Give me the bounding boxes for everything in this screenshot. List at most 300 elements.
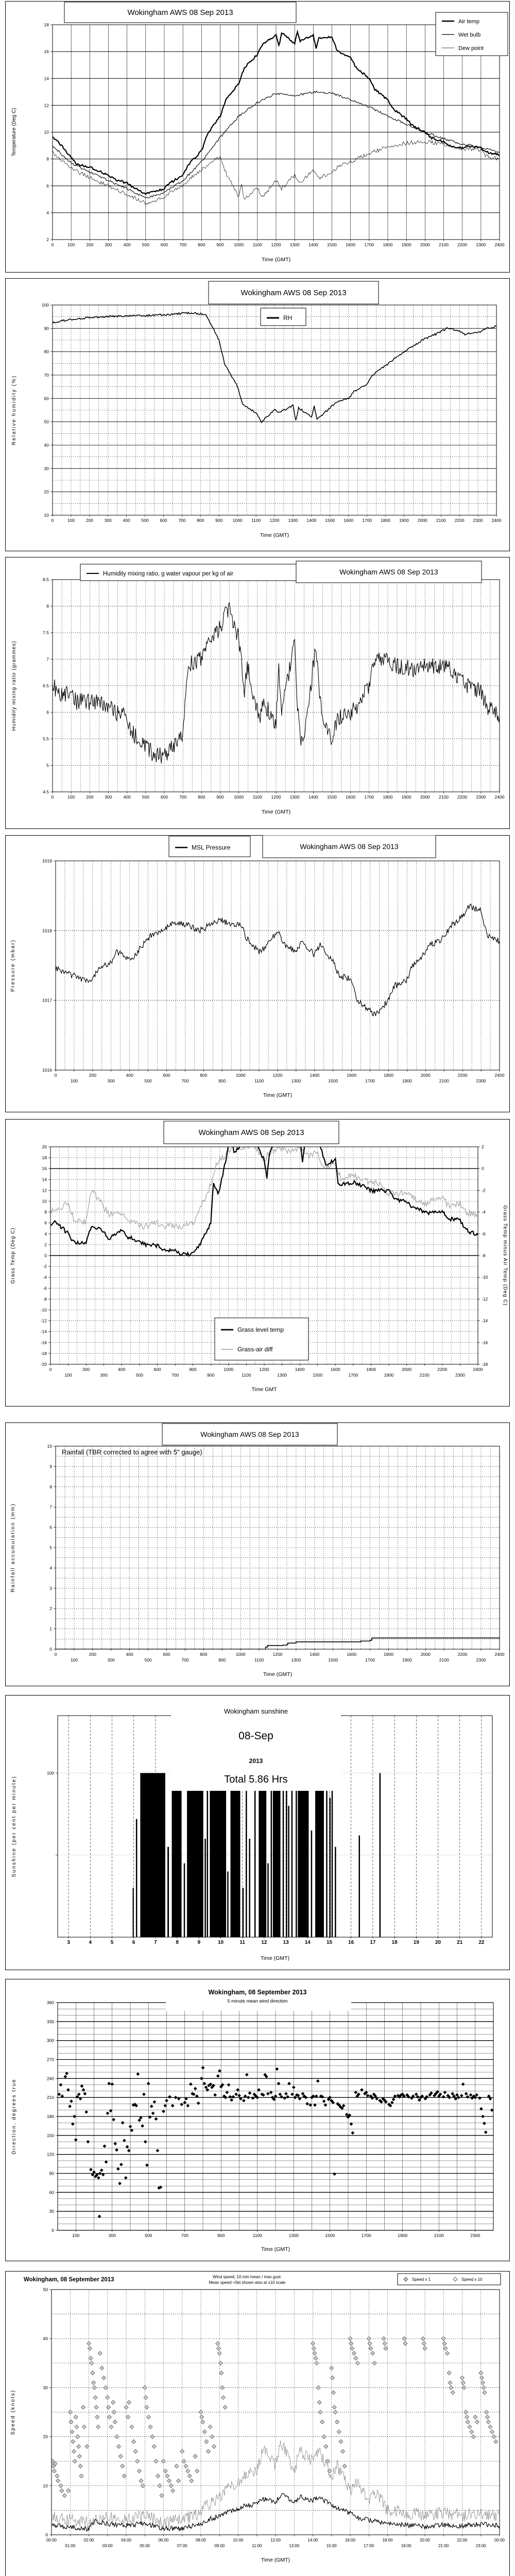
y-tick-label: -18	[40, 1350, 47, 1356]
legend-label: Speed x 10	[461, 2277, 483, 2282]
x-tick-label: 1000	[232, 518, 243, 523]
x-tick-label: 1500	[327, 242, 337, 247]
c7-svg	[5, 1695, 510, 1970]
x-tick-label: 04:00	[121, 2538, 132, 2543]
x-tick-label: 07:00	[177, 2544, 187, 2548]
x-tick-label: 1800	[383, 794, 393, 800]
x-tick-label: 2100	[439, 1657, 449, 1663]
y-tick-label: 2	[49, 1606, 52, 1612]
text-backdrop	[166, 1984, 351, 2011]
y-tick-label: -18	[482, 1362, 488, 1367]
c4-svg	[5, 835, 510, 1112]
x-tick-label: 1000	[234, 794, 244, 800]
y-tick-label: 1019	[42, 858, 52, 863]
x-tick-label: 500	[142, 242, 149, 247]
x-tick-label: 800	[198, 794, 205, 800]
chart-relative-humidity	[5, 278, 510, 554]
x-tick-label: 1100	[254, 1657, 264, 1663]
x-tick-label: 2400	[494, 242, 505, 247]
sunshine-bars	[330, 1798, 331, 1937]
sunshine-bars	[140, 1773, 165, 1937]
x-tick-label: 1900	[399, 518, 409, 523]
x-tick-label: 08:00	[195, 2538, 207, 2543]
x-tick-label: 1600	[347, 1073, 357, 1078]
x-tick-label: 600	[163, 1652, 170, 1657]
y-tick-label: 6	[46, 709, 49, 715]
x-tick-label: 1100	[254, 1078, 264, 1083]
x-tick-label: 2200	[457, 242, 468, 247]
x-tick-label: 700	[179, 794, 187, 800]
y-tick-label: 9	[49, 1464, 52, 1469]
chart-temperature-mount	[5, 1, 510, 275]
c5-y-axis-label-right: Grass Temp minus Air Temp (Deg C)	[502, 1205, 508, 1306]
y-tick-label: 210	[46, 2095, 54, 2100]
x-tick-label: 1900	[402, 1078, 412, 1083]
x-tick-label: 06:00	[158, 2538, 169, 2543]
sunshine-bars	[210, 1773, 226, 1937]
y-tick-label: -4	[43, 1275, 47, 1280]
y-tick-label: 0	[45, 2532, 48, 2537]
c4-y-axis-label: Pressure (mbar)	[10, 939, 16, 992]
x-tick-label: 03:00	[102, 2544, 113, 2548]
x-tick-label: 2400	[494, 1652, 505, 1657]
y-tick-label: -8	[482, 1253, 486, 1258]
y-tick-label: 5	[46, 762, 49, 768]
x-tick-label: 900	[216, 242, 224, 247]
x-tick-label: 1400	[295, 1367, 305, 1372]
x-tick-label: 22	[478, 1940, 485, 1945]
x-tick-label: 23:00	[475, 2544, 486, 2548]
y-tick-label: 16	[44, 49, 49, 55]
y-tick-label: 240	[46, 2076, 54, 2081]
y-tick-label: -12	[482, 1296, 488, 1302]
x-tick-label: 0	[54, 1652, 57, 1657]
c3-svg	[5, 557, 510, 829]
x-tick-label: 100	[72, 2233, 80, 2238]
chart-wind-speed-mount	[5, 2271, 510, 2576]
x-tick-label: 1300	[277, 1372, 287, 1378]
x-tick-label: 800	[200, 1073, 208, 1078]
x-tick-label: 1400	[308, 242, 318, 247]
y-tick-label: 4	[44, 1231, 47, 1236]
x-tick-label: 2300	[476, 794, 486, 800]
x-tick-label: 1700	[365, 1657, 375, 1663]
x-tick-label: 1800	[383, 242, 393, 247]
y-tick-label: 12	[42, 1188, 47, 1193]
chart-relative-humidity-mount	[5, 278, 510, 554]
y-tick-label: 10	[44, 129, 49, 135]
sunshine-bars	[296, 1773, 297, 1937]
x-tick-label: 500	[144, 1078, 152, 1083]
x-tick-label: 0	[51, 518, 54, 523]
y-tick-label: 100	[46, 1770, 54, 1776]
x-tick-label: 7	[154, 1940, 157, 1945]
legend-label: Humidity mixing ratio, g water vapour per kg of air	[103, 571, 234, 577]
x-tick-label: 1900	[401, 794, 411, 800]
c5-svg	[5, 1119, 510, 1406]
chart7-date: 08-Sep	[238, 1730, 273, 1742]
y-tick-label: 60	[44, 396, 49, 401]
x-tick-label: 1400	[306, 518, 317, 523]
x-tick-label: 500	[135, 1372, 144, 1378]
x-tick-label: 13:00	[289, 2544, 300, 2548]
chart7-title: Wokingham sunshine	[224, 1707, 288, 1715]
y-tick-label: 70	[44, 372, 49, 378]
chart-grass-temperature	[5, 1119, 510, 1409]
x-tick-label: 14	[304, 1940, 311, 1945]
x-tick-label: 1700	[365, 1078, 375, 1083]
x-tick-label: 400	[123, 242, 131, 247]
x-tick-label: 17:00	[364, 2544, 374, 2548]
sunshine-bars	[249, 1839, 250, 1937]
y-tick-label: 30	[49, 2209, 54, 2214]
y-tick-label: 10	[43, 2483, 48, 2488]
sunshine-bars	[335, 1847, 336, 1937]
y-tick-label: 50	[44, 419, 49, 425]
y-tick-label: 7	[49, 1504, 52, 1510]
x-tick-label: 8	[176, 1940, 179, 1945]
x-tick-label: 2000	[420, 242, 430, 247]
x-tick-label: 300	[105, 794, 112, 800]
c5-x-axis-label: Time GMT	[251, 1386, 277, 1393]
y-tick-label: 90	[44, 326, 49, 331]
x-tick-label: 1000	[224, 1367, 234, 1372]
x-tick-label: 1400	[308, 794, 318, 800]
x-tick-label: 21:00	[438, 2544, 449, 2548]
y-tick-label: -8	[43, 1296, 47, 1302]
y-tick-label: 0	[49, 1647, 52, 1652]
sunshine-bars	[311, 1831, 313, 1937]
x-tick-label: 1900	[398, 2233, 408, 2238]
y-tick-label: 10	[42, 1198, 47, 1204]
chart6-title: Wokingham AWS 08 Sep 2013	[200, 1430, 299, 1438]
x-tick-label: 700	[179, 242, 187, 247]
x-tick-label: 2200	[457, 794, 468, 800]
y-tick-label: 10	[47, 1444, 52, 1449]
chart-temperature	[5, 1, 510, 275]
x-tick-label: 3	[67, 1940, 70, 1945]
y-tick-label: 6	[49, 1524, 52, 1530]
x-tick-label: 1300	[291, 1657, 301, 1663]
x-tick-label: 2100	[439, 1078, 449, 1083]
y-tick-label: 8	[49, 1484, 52, 1489]
chart3-title: Wokingham AWS 08 Sep 2013	[339, 568, 438, 576]
sunshine-bars	[136, 1819, 138, 1937]
x-tick-label: 700	[181, 1657, 189, 1663]
x-tick-label: 01:00	[65, 2544, 76, 2548]
y-tick-label: 20	[43, 2434, 48, 2439]
x-tick-label: 11:00	[252, 2544, 262, 2548]
x-tick-label: 900	[207, 1372, 215, 1378]
sunshine-bars	[254, 1773, 256, 1937]
chart-wind-speed	[5, 2271, 510, 2576]
x-tick-label: 600	[163, 1073, 170, 1078]
y-tick-label: 3	[49, 1585, 52, 1591]
x-tick-label: 1300	[288, 2233, 299, 2238]
y-tick-label: 1018	[42, 928, 52, 934]
x-tick-label: 1300	[288, 518, 298, 523]
x-tick-label: 1000	[234, 242, 244, 247]
legend-label: Wet bulb	[458, 32, 481, 38]
x-tick-label: 1700	[348, 1372, 358, 1378]
x-tick-label: 200	[89, 1652, 96, 1657]
x-tick-label: 2000	[420, 794, 430, 800]
sunshine-bars	[184, 1863, 185, 1937]
chart4-title: Wokingham AWS 08 Sep 2013	[300, 842, 399, 851]
x-tick-label: 2400	[473, 1367, 483, 1372]
x-tick-label: 9	[197, 1940, 201, 1945]
x-tick-label: 2200	[454, 518, 465, 523]
x-tick-label: 21	[457, 1940, 463, 1945]
chart-wind-direction	[5, 1979, 510, 2264]
x-tick-label: 22:00	[457, 2538, 468, 2543]
x-tick-label: 2400	[494, 1073, 505, 1078]
x-tick-label: 1800	[384, 1073, 393, 1078]
chart-grass-temperature-mount	[5, 1119, 510, 1409]
y-tick-label: 90	[49, 2171, 54, 2176]
x-tick-label: 800	[189, 1367, 197, 1372]
c2-y-axis-label: Relative humidity (%)	[11, 375, 17, 446]
x-tick-label: 18	[391, 1940, 398, 1945]
y-tick-label: 1017	[42, 997, 52, 1003]
x-tick-label: 2200	[457, 1652, 468, 1657]
x-tick-label: 2200	[437, 1367, 448, 1372]
x-tick-label: 1200	[272, 1652, 283, 1657]
y-tick-label: -16	[40, 1340, 47, 1345]
y-tick-label: 4.5	[43, 789, 49, 794]
sunshine-bars	[271, 1773, 272, 1937]
x-tick-label: 1500	[325, 518, 335, 523]
x-tick-label: 300	[108, 2233, 116, 2238]
y-tick-label: 8.5	[43, 577, 49, 582]
y-tick-label: 8	[46, 156, 49, 162]
x-tick-label: 6	[132, 1940, 135, 1945]
x-tick-label: 500	[144, 1657, 152, 1663]
x-tick-label: 2300	[476, 1657, 486, 1663]
sunshine-bars	[133, 1888, 134, 1937]
y-tick-label: -10	[482, 1275, 488, 1280]
sunshine-bars	[315, 1773, 324, 1937]
c8-svg	[5, 1979, 510, 2261]
x-tick-label: 1200	[269, 518, 280, 523]
sunshine-bars	[230, 1773, 240, 1937]
y-tick-label: 300	[46, 2038, 54, 2043]
chart-wind-direction-mount	[5, 1979, 510, 2264]
y-tick-label: 2	[482, 1144, 484, 1149]
x-tick-label: 1900	[402, 1657, 412, 1663]
x-tick-label: 2300	[473, 518, 483, 523]
sunshine-bars	[286, 1773, 287, 1937]
y-tick-label: 0	[482, 1166, 484, 1172]
c3-y-axis-label: Humidity mixing ratio (grammes)	[11, 640, 17, 731]
x-tick-label: 1500	[328, 1657, 338, 1663]
legend-label: Dew point	[458, 45, 484, 52]
y-tick-label: 330	[46, 2019, 54, 2024]
x-tick-label: 2400	[491, 518, 502, 523]
x-tick-label: 1100	[252, 2233, 262, 2238]
x-tick-label: 2100	[439, 242, 449, 247]
x-tick-label: 1800	[384, 1652, 393, 1657]
y-tick-label: 2	[44, 1242, 47, 1247]
chart5-title: Wokingham AWS 08 Sep 2013	[198, 1128, 304, 1137]
x-tick-label: 0	[49, 1367, 52, 1372]
y-tick-label: 18	[42, 1155, 47, 1161]
y-tick-label: 8	[44, 1209, 47, 1215]
y-tick-label: 6	[44, 1220, 47, 1226]
x-tick-label: 600	[160, 518, 167, 523]
x-tick-label: 2100	[434, 2233, 444, 2238]
y-tick-label: 30	[43, 2385, 48, 2391]
x-tick-label: 12	[261, 1940, 267, 1945]
chart7-total: Total 5.86 Hrs	[224, 1774, 288, 1785]
x-tick-label: 10:00	[233, 2538, 244, 2543]
x-tick-label: 16:00	[345, 2538, 356, 2543]
x-tick-label: 1700	[361, 2233, 371, 2238]
x-tick-label: 1000	[235, 1652, 246, 1657]
chart-mixing-ratio-mount	[5, 557, 510, 832]
x-tick-label: 400	[123, 518, 130, 523]
x-tick-label: 800	[197, 518, 204, 523]
y-tick-label: 40	[43, 2336, 48, 2342]
x-tick-label: 1200	[272, 1073, 283, 1078]
x-tick-label: 1600	[344, 518, 354, 523]
y-tick-label: -6	[43, 1285, 47, 1291]
x-tick-label: 11	[239, 1940, 245, 1945]
x-tick-label: 1400	[310, 1073, 320, 1078]
x-tick-label: 300	[107, 1657, 115, 1663]
x-tick-label: 13	[283, 1940, 289, 1945]
c1-y-axis-label: Temperature (Deg C)	[11, 108, 17, 157]
chart9-note-1: Wind speed, 10 min mean / max gust.	[212, 2275, 282, 2279]
c2-svg	[5, 278, 510, 551]
y-tick-label: 0	[44, 1253, 47, 1258]
chart-sunshine	[5, 1695, 510, 1973]
x-tick-label: 500	[145, 2233, 152, 2238]
sunshine-bars	[288, 1806, 289, 1937]
y-tick-label: 14	[42, 1177, 47, 1182]
y-tick-label: 20	[42, 1144, 47, 1149]
y-tick-label: 4	[49, 1565, 52, 1571]
c9-svg	[5, 2271, 510, 2576]
sunshine-bars	[259, 1773, 266, 1937]
c6-y-axis-label: Rainfall accumulation (mm)	[10, 1503, 16, 1592]
x-tick-label: 2100	[419, 1372, 430, 1378]
y-tick-label: 16	[42, 1166, 47, 1172]
x-tick-label: 20:00	[419, 2538, 431, 2543]
x-tick-label: 10	[217, 1940, 224, 1945]
y-tick-label: 5.5	[43, 736, 49, 741]
y-tick-label: -4	[482, 1209, 486, 1215]
sunshine-bars	[291, 1773, 293, 1937]
y-tick-label: 5	[49, 1545, 52, 1550]
y-tick-label: -12	[40, 1318, 47, 1324]
chart8-title: Wokingham, 08 September 2013	[208, 1989, 307, 1996]
y-tick-label: 18	[44, 22, 49, 27]
y-tick-label: 80	[44, 349, 49, 354]
x-tick-label: 400	[126, 1652, 133, 1657]
y-tick-label: 1	[49, 1626, 52, 1632]
x-tick-label: 300	[104, 518, 112, 523]
c4-x-axis-label: Time (GMT)	[263, 1092, 293, 1098]
x-tick-label: 15:00	[326, 2544, 337, 2548]
x-tick-label: 1100	[252, 242, 262, 247]
y-tick-label: 20	[44, 489, 49, 495]
sunshine-bars	[380, 1773, 381, 1937]
x-tick-label: 1200	[271, 794, 281, 800]
x-tick-label: 5	[110, 1940, 114, 1945]
x-tick-label: 200	[85, 518, 93, 523]
c5-y-axis-label: Grass Temp (Deg C)	[10, 1227, 16, 1284]
x-tick-label: 1500	[328, 1078, 338, 1083]
x-tick-label: 900	[217, 2233, 225, 2238]
y-tick-label: 14	[44, 76, 49, 81]
x-tick-label: 1600	[346, 242, 356, 247]
c9-y-axis-label: Speed (knots)	[10, 2389, 16, 2435]
x-tick-label: 1300	[289, 242, 300, 247]
chart-pressure-mount	[5, 835, 510, 1115]
x-tick-label: 1500	[313, 1372, 323, 1378]
x-tick-label: 1800	[366, 1367, 376, 1372]
y-tick-label: 120	[46, 2151, 54, 2157]
x-tick-label: 600	[153, 1367, 161, 1372]
y-tick-label: 4	[46, 210, 49, 215]
x-tick-label: 17	[370, 1940, 376, 1945]
x-tick-label: 16	[348, 1940, 354, 1945]
sunshine-bars	[267, 1863, 269, 1937]
x-tick-label: 2100	[436, 518, 446, 523]
y-tick-label: -14	[482, 1318, 488, 1324]
x-tick-label: 2200	[457, 1073, 468, 1078]
x-tick-label: 100	[67, 518, 75, 523]
x-tick-label: 1400	[310, 1652, 320, 1657]
x-tick-label: 100	[67, 794, 75, 800]
sunshine-bars	[358, 1836, 360, 1937]
x-tick-label: 19	[413, 1940, 419, 1945]
x-tick-label: 900	[215, 518, 223, 523]
legend-label: Speed x 1	[412, 2277, 431, 2282]
x-tick-label: 1200	[259, 1367, 269, 1372]
y-tick-label: 270	[46, 2057, 54, 2062]
x-tick-label: 100	[70, 1657, 78, 1663]
sunshine-bars	[172, 1773, 182, 1937]
x-tick-label: 700	[181, 2233, 188, 2238]
x-tick-label: 200	[82, 1367, 90, 1372]
c8-y-axis-label: Direction, degrees true	[11, 2078, 17, 2155]
sunshine-bars	[204, 1839, 206, 1937]
x-tick-label: 1600	[330, 1367, 340, 1372]
x-tick-label: 18:00	[382, 2538, 393, 2543]
x-tick-label: 300	[107, 1078, 115, 1083]
x-tick-label: 20	[435, 1940, 441, 1945]
y-tick-label: 40	[44, 443, 49, 448]
y-tick-label: 6.5	[43, 683, 49, 688]
x-tick-label: 05:00	[140, 2544, 150, 2548]
chart6-subtitle: Rainfall (TBR corrected to agree with 5" gauge)	[62, 1448, 202, 1456]
x-tick-label: 2300	[470, 2233, 480, 2238]
y-tick-label: -20	[40, 1362, 47, 1367]
legend-label: Grass level temp	[237, 1326, 284, 1333]
sunshine-bars	[243, 1888, 244, 1937]
y-tick-label: 7.5	[43, 630, 49, 635]
x-tick-label: 900	[218, 1657, 226, 1663]
sunshine-bars	[187, 1773, 203, 1937]
x-tick-label: 15	[326, 1940, 333, 1945]
y-tick-label: 6	[46, 183, 49, 189]
chart5-legend-box	[215, 1318, 308, 1360]
x-tick-label: 500	[142, 794, 149, 800]
x-tick-label: 2000	[402, 1367, 412, 1372]
chart-mixing-ratio	[5, 557, 510, 832]
